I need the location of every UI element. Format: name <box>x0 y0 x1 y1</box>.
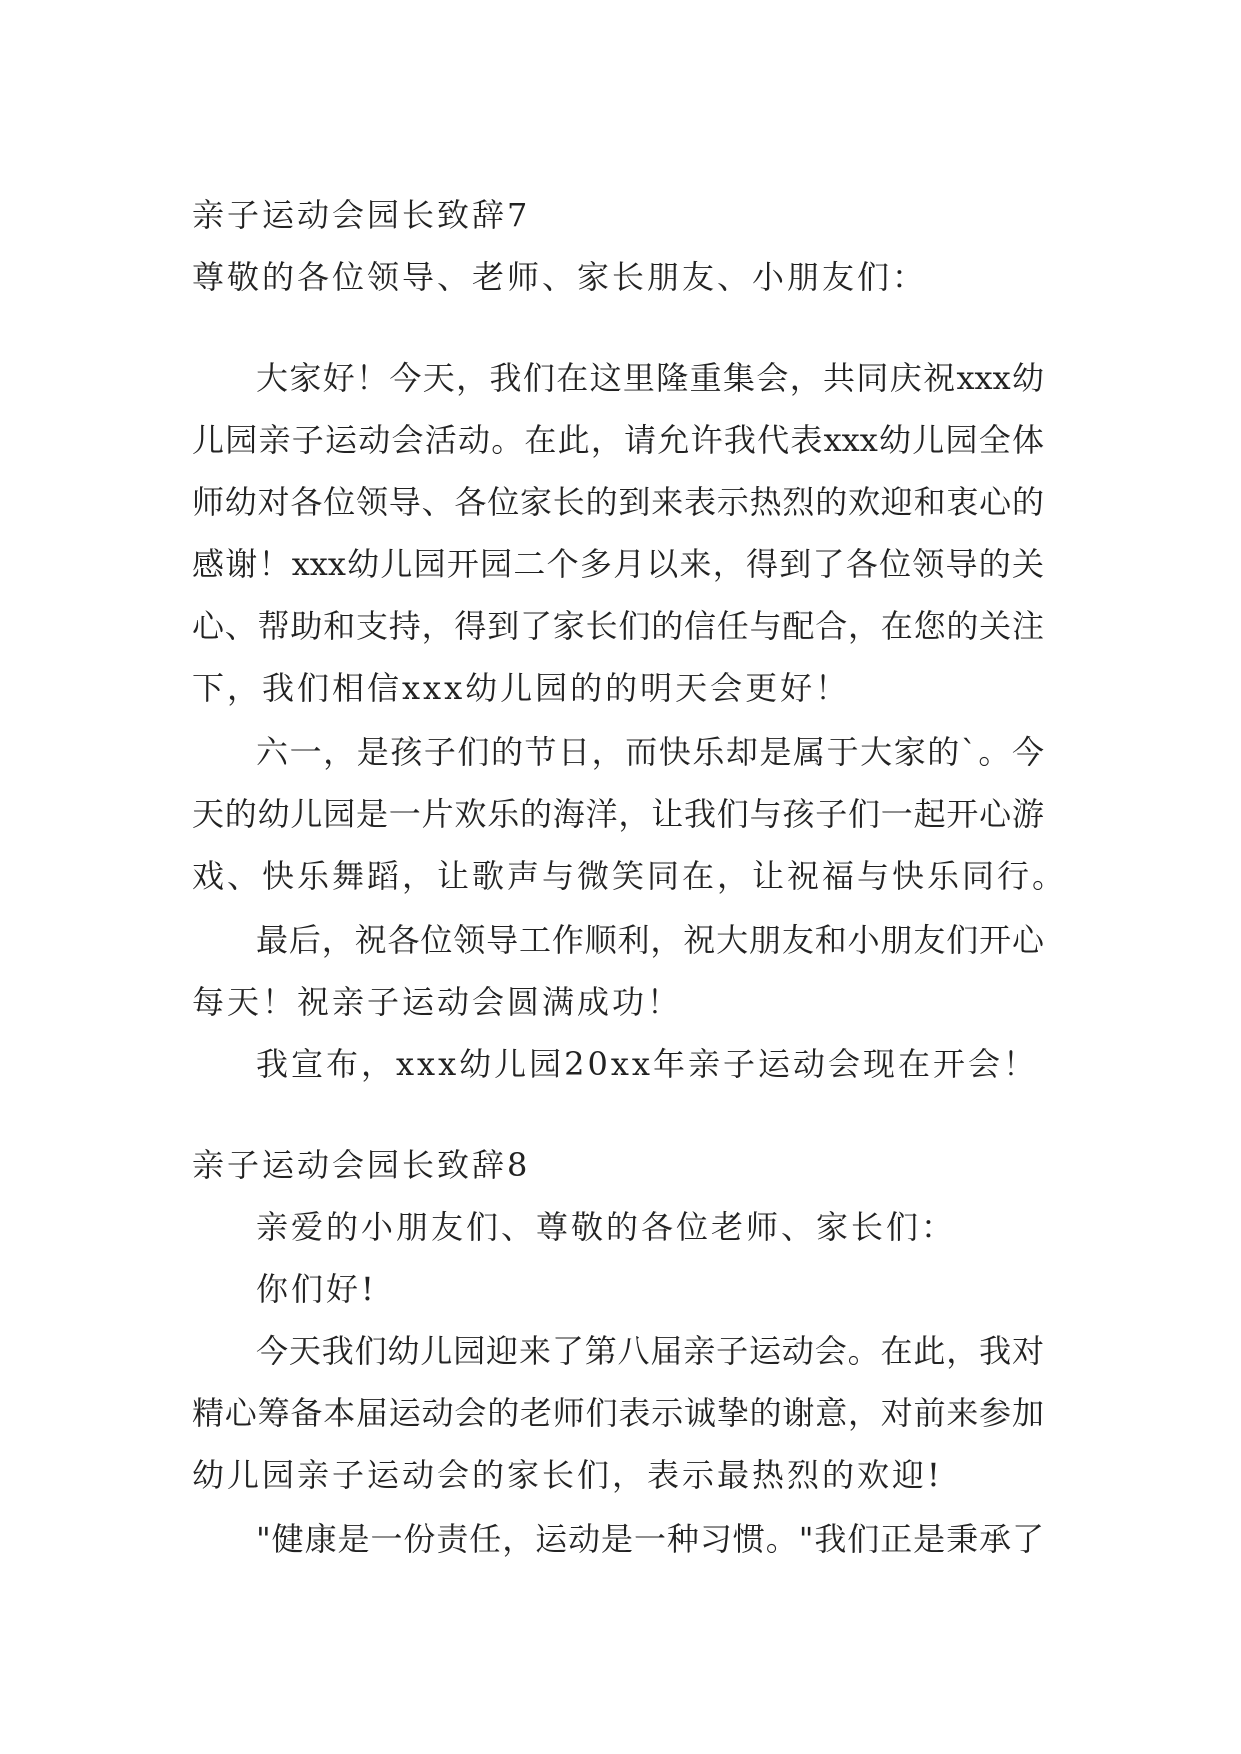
paragraph-line: 最后，祝各位领导工作顺利，祝大朋友和小朋友们开心 <box>256 921 1044 959</box>
paragraph-line: 感谢！xxx幼儿园开园二个多月以来，得到了各位领导的关 <box>192 545 1044 583</box>
paragraph-line: 六一，是孩子们的节日，而快乐却是属于大家的`。今 <box>256 733 1044 771</box>
paragraph-line: 儿园亲子运动会活动。在此，请允许我代表xxx幼儿园全体 <box>192 421 1044 459</box>
section-8-salutation: 亲爱的小朋友们、尊敬的各位老师、家长们： <box>256 1208 957 1246</box>
paragraph-line: 每天！祝亲子运动会圆满成功！ <box>192 983 683 1021</box>
paragraph-line: 下，我们相信xxx幼儿园的的明天会更好！ <box>192 669 851 707</box>
paragraph-line: 师幼对各位领导、各位家长的到来表示热烈的欢迎和衷心的 <box>192 483 1044 521</box>
section-7-title: 亲子运动会园长致辞7 <box>192 196 531 234</box>
paragraph-line: 心、帮助和支持，得到了家长们的信任与配合，在您的关注 <box>192 607 1044 645</box>
paragraph-line: 戏、快乐舞蹈，让歌声与微笑同在，让祝福与快乐同行。 <box>192 857 1068 895</box>
section-8-greeting: 你们好! <box>256 1270 377 1308</box>
section-7-salutation: 尊敬的各位领导、老师、家长朋友、小朋友们： <box>192 258 928 296</box>
paragraph-line: 天的幼儿园是一片欢乐的海洋，让我们与孩子们一起开心游 <box>192 795 1044 833</box>
paragraph-line: "健康是一份责任，运动是一种习惯。"我们正是秉承了 <box>256 1520 1044 1558</box>
paragraph-line: 我宣布，xxx幼儿园20xx年亲子运动会现在开会！ <box>256 1045 1038 1083</box>
paragraph-line: 大家好！今天，我们在这里隆重集会，共同庆祝xxx幼 <box>256 359 1044 397</box>
paragraph-line: 精心筹备本届运动会的老师们表示诚挚的谢意，对前来参加 <box>192 1394 1044 1432</box>
paragraph-line: 幼儿园亲子运动会的家长们，表示最热烈的欢迎! <box>192 1456 943 1494</box>
section-8-title: 亲子运动会园长致辞8 <box>192 1146 531 1184</box>
paragraph-line: 今天我们幼儿园迎来了第八届亲子运动会。在此，我对 <box>256 1332 1044 1370</box>
